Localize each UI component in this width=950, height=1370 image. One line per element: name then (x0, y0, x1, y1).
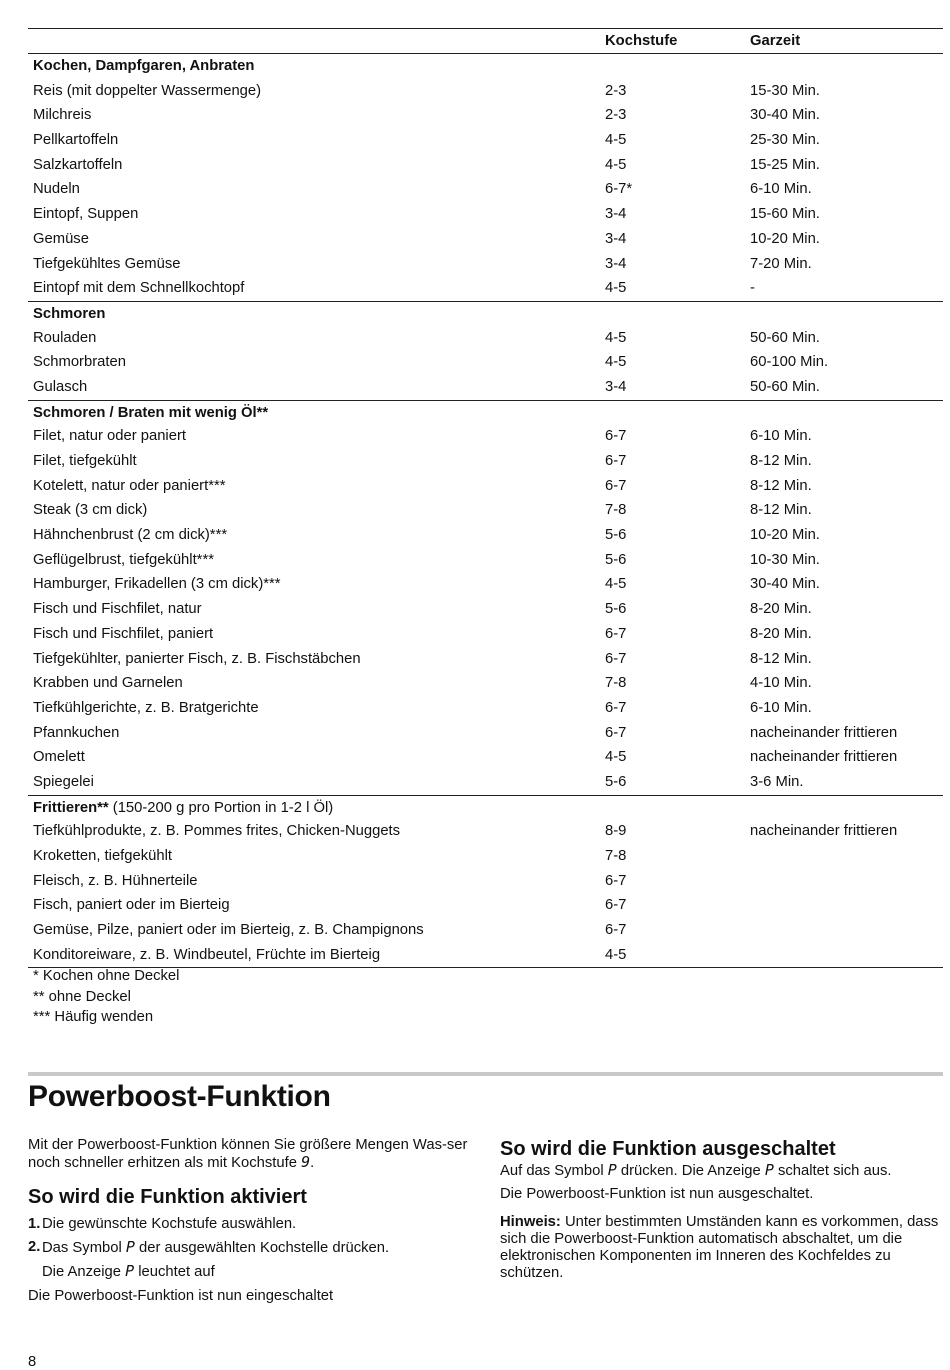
level-cell: 5-6 (605, 527, 627, 544)
table-row (28, 869, 943, 894)
time-cell: 50-60 Min. (750, 329, 820, 346)
level-cell: 5-6 (605, 601, 627, 618)
time-cell: 8-12 Min. (750, 477, 812, 494)
time-cell: 10-20 Min. (750, 230, 820, 247)
table-body (28, 54, 943, 967)
deactivate-instruction (500, 1162, 943, 1180)
dish-cell: Tiefkühlgerichte, z. B. Bratgerichte (33, 699, 259, 716)
table-row (28, 474, 943, 499)
section-title: Schmoren (33, 305, 106, 322)
deactivate-text-end: schaltet sich aus. (773, 1163, 892, 1179)
dish-cell: Eintopf mit dem Schnellkochtopf (33, 280, 245, 297)
table-row (28, 572, 943, 597)
level-cell: 4-5 (605, 132, 627, 149)
step-2-text-end: der ausgewählten Kochstelle drücken. (134, 1240, 390, 1256)
level-cell: 6-7 (605, 477, 627, 494)
level-cell: 6-7 (605, 872, 627, 889)
footnote-1: * Kochen ohne Deckel (33, 968, 180, 984)
time-cell: 30-40 Min. (750, 576, 820, 593)
activate-step-1 (28, 1216, 475, 1233)
level-cell: 4-5 (605, 280, 627, 297)
level-cell: 6-7 (605, 724, 627, 741)
table-row (28, 943, 943, 968)
dish-cell: Geflügelbrust, tiefgekühlt*** (33, 551, 214, 568)
time-cell: 7-20 Min. (750, 255, 812, 272)
dish-cell: Hamburger, Frikadellen (3 cm dick)*** (33, 576, 281, 593)
table-row (28, 770, 943, 795)
dish-cell: Fisch und Fischfilet, natur (33, 601, 202, 618)
step-2-number: 2. (28, 1239, 41, 1255)
section-heading-text (33, 54, 254, 79)
time-cell: 10-20 Min. (750, 527, 820, 544)
left-column (28, 1137, 475, 1305)
dish-cell: Konditoreiware, z. B. Windbeutel, Früchte im Bierteig (33, 946, 381, 963)
step-2b-text-end: leuchtet auf (134, 1264, 215, 1280)
right-column (500, 1137, 943, 1282)
dish-cell: Steak (3 cm dick) (33, 502, 148, 519)
table-row (28, 153, 943, 178)
time-cell: nacheinander frittieren (750, 724, 898, 741)
table-row (28, 326, 943, 351)
time-cell: 50-60 Min. (750, 378, 820, 395)
table-row (28, 202, 943, 227)
footnote-2: ** ohne Deckel (33, 988, 131, 1005)
table-row (28, 79, 943, 104)
section-subtitle: (150-200 g pro Portion in 1-2 l Öl) (108, 799, 334, 816)
level-cell: 3-4 (605, 378, 627, 395)
level-cell: 5-6 (605, 551, 627, 568)
time-cell: 4-10 Min. (750, 675, 812, 692)
table-section-heading (28, 795, 943, 820)
level-cell: 4-5 (605, 576, 627, 593)
dish-cell: Fleisch, z. B. Hühnerteile (33, 872, 198, 889)
level-9-symbol: 9 (301, 1153, 311, 1171)
time-cell: 25-30 Min. (750, 132, 820, 149)
deactivate-text-mid: drücken. Die Anzeige (616, 1163, 765, 1179)
powerboost-display-icon: P (125, 1262, 135, 1280)
time-cell: nacheinander frittieren (750, 749, 898, 766)
time-cell: 6-10 Min. (750, 699, 812, 716)
dish-cell: Fisch und Fischfilet, paniert (33, 625, 214, 642)
powerboost-symbol-icon: P (607, 1161, 617, 1179)
table-row (28, 647, 943, 672)
table-row (28, 424, 943, 449)
table-row (28, 844, 943, 869)
dish-cell: Schmorbraten (33, 354, 126, 371)
time-cell: nacheinander frittieren (750, 823, 898, 840)
dish-cell: Krabben und Garnelen (33, 675, 183, 692)
level-cell: 7-8 (605, 502, 627, 519)
level-cell: 4-5 (605, 329, 627, 346)
table-row (28, 893, 943, 918)
level-cell: 6-7 (605, 922, 627, 939)
step-1-text: Die gewünschte Kochstufe auswählen. (42, 1216, 297, 1232)
table-section-heading (28, 400, 943, 425)
time-cell: 8-12 Min. (750, 650, 812, 667)
section-title: Powerboost-Funktion (28, 1080, 331, 1113)
powerboost-display-icon: P (764, 1161, 774, 1179)
dish-cell: Rouladen (33, 329, 97, 346)
table-row (28, 671, 943, 696)
time-cell: 15-25 Min. (750, 156, 820, 173)
level-cell: 2-3 (605, 82, 627, 99)
section-heading-text (33, 796, 333, 821)
deactivate-result: Die Powerboost-Funktion ist nun ausgeschaltet. (500, 1186, 814, 1202)
dish-cell: Hähnchenbrust (2 cm dick)*** (33, 527, 228, 544)
level-cell: 3-4 (605, 206, 627, 223)
activate-step-2-continued (28, 1263, 475, 1281)
dish-cell: Kotelett, natur oder paniert*** (33, 477, 226, 494)
table-row (28, 103, 943, 128)
section-title: Frittieren** (33, 799, 109, 816)
dish-cell: Gulasch (33, 378, 88, 395)
intro-text: Mit der Powerboost-Funktion können Sie größere Mengen Was-ser noch schneller erhitzen als mit Kochstufe (28, 1137, 468, 1171)
table-header-row (28, 29, 943, 54)
time-cell: 6-10 Min. (750, 181, 812, 198)
dish-cell: Salzkartoffeln (33, 156, 123, 173)
header-level: Kochstufe (605, 33, 678, 49)
level-cell: 6-7 (605, 897, 627, 914)
table-row (28, 597, 943, 622)
level-cell: 6-7 (605, 699, 627, 716)
table-row (28, 498, 943, 523)
dish-cell: Nudeln (33, 181, 80, 198)
dish-cell: Filet, natur oder paniert (33, 428, 186, 445)
dish-cell: Spiegelei (33, 773, 94, 790)
step-2b-text: Die Anzeige (42, 1264, 126, 1280)
dish-cell: Eintopf, Suppen (33, 206, 139, 223)
table-section-heading (28, 54, 943, 79)
header-time: Garzeit (750, 33, 801, 49)
level-cell: 3-4 (605, 230, 627, 247)
table-row (28, 745, 943, 770)
time-cell: 10-30 Min. (750, 551, 820, 568)
dish-cell: Pellkartoffeln (33, 132, 119, 149)
table-row (28, 252, 943, 277)
level-cell: 4-5 (605, 354, 627, 371)
level-cell: 4-5 (605, 156, 627, 173)
section-title: Schmoren / Braten mit wenig Öl** (33, 404, 269, 421)
time-cell: 15-60 Min. (750, 206, 820, 223)
table-row (28, 548, 943, 573)
dish-cell: Gemüse, Pilze, paniert oder im Bierteig, z. B. Champignons (33, 922, 424, 939)
level-cell: 5-6 (605, 773, 627, 790)
table-row (28, 819, 943, 844)
time-cell: 8-20 Min. (750, 601, 812, 618)
dish-cell: Tiefgekühltes Gemüse (33, 255, 181, 272)
time-cell: 8-12 Min. (750, 502, 812, 519)
level-cell: 3-4 (605, 255, 627, 272)
level-cell: 6-7 (605, 650, 627, 667)
hint-paragraph (500, 1214, 943, 1282)
level-cell: 6-7 (605, 428, 627, 445)
table-row (28, 449, 943, 474)
level-cell: 7-8 (605, 848, 627, 864)
table-row (28, 177, 943, 202)
table-row (28, 721, 943, 746)
table-row (28, 523, 943, 548)
section-heading-text (33, 302, 105, 327)
dish-cell: Filet, tiefgekühlt (33, 453, 137, 469)
table-row (28, 622, 943, 647)
level-cell: 4-5 (605, 946, 627, 963)
powerboost-symbol-icon: P (125, 1238, 135, 1256)
time-cell: 60-100 Min. (750, 354, 829, 371)
table-footnotes (33, 966, 179, 1028)
activate-result: Die Powerboost-Funktion ist nun eingeschaltet (28, 1288, 334, 1304)
table-row (28, 918, 943, 943)
level-cell: 6-7 (605, 625, 627, 642)
activate-step-2 (28, 1239, 475, 1257)
page-number: 8 (28, 1354, 37, 1370)
section-title: Kochen, Dampfgaren, Anbraten (33, 58, 255, 74)
time-cell: 6-10 Min. (750, 428, 812, 445)
footnote-3: *** Häufig wenden (33, 1009, 154, 1025)
section-divider (28, 1072, 943, 1076)
activate-heading: So wird die Funktion aktiviert (28, 1186, 307, 1208)
level-cell: 6-7* (605, 181, 633, 198)
time-cell: 8-20 Min. (750, 625, 812, 642)
dish-cell: Tiefgekühlter, panierter Fisch, z. B. Fischstäbchen (33, 650, 361, 667)
intro-text-end: . (310, 1155, 315, 1171)
dish-cell: Reis (mit doppelter Wassermenge) (33, 82, 262, 99)
table-section-heading (28, 301, 943, 326)
hint-text: Unter bestimmten Umständen kann es vorkommen, dass sich die Powerboost-Funktion automatisch abschaltet, um die elektronischen Komponenten im Inneren des Kochfeldes zu schützen. (500, 1214, 939, 1281)
deactivate-heading: So wird die Funktion ausgeschaltet (500, 1138, 836, 1160)
level-cell: 2-3 (605, 107, 627, 124)
dish-cell: Omelett (33, 749, 85, 766)
step-2-text: Das Symbol (42, 1240, 126, 1256)
time-cell: 3-6 Min. (750, 773, 804, 790)
dish-cell: Pfannkuchen (33, 724, 120, 741)
table-row (28, 375, 943, 400)
table-row (28, 696, 943, 721)
hint-label: Hinweis: (500, 1214, 561, 1230)
time-cell: 30-40 Min. (750, 107, 820, 124)
dish-cell: Tiefkühlprodukte, z. B. Pommes frites, Chicken-Nuggets (33, 823, 401, 840)
section-heading-text (33, 401, 268, 426)
dish-cell: Gemüse (33, 230, 89, 247)
table-row (28, 128, 943, 153)
time-cell: - (750, 280, 755, 297)
step-1-number: 1. (28, 1216, 41, 1232)
table-row (28, 227, 943, 252)
level-cell: 8-9 (605, 823, 627, 840)
table-row (28, 276, 943, 301)
dish-cell: Kroketten, tiefgekühlt (33, 848, 173, 864)
time-cell: 8-12 Min. (750, 453, 812, 469)
level-cell: 4-5 (605, 749, 627, 766)
dish-cell: Fisch, paniert oder im Bierteig (33, 897, 230, 914)
cooking-table (28, 28, 943, 968)
intro-paragraph (28, 1137, 475, 1172)
level-cell: 7-8 (605, 675, 627, 692)
table-row (28, 350, 943, 375)
level-cell: 6-7 (605, 453, 627, 469)
time-cell: 15-30 Min. (750, 82, 820, 99)
dish-cell: Milchreis (33, 107, 92, 124)
deactivate-text: Auf das Symbol (500, 1163, 608, 1179)
